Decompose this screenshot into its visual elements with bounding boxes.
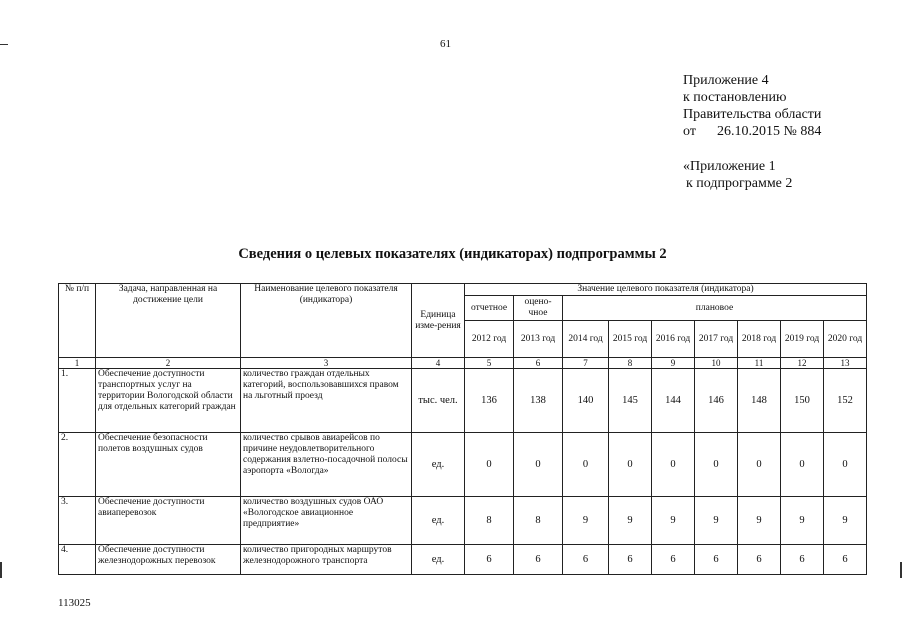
row-num: 2. <box>59 433 96 497</box>
row-value: 6 <box>781 545 824 575</box>
row-num: 4. <box>59 545 96 575</box>
column-number: 7 <box>563 358 609 369</box>
left-bottom-edge-mark <box>0 562 2 578</box>
row-value: 0 <box>781 433 824 497</box>
row-value: 9 <box>738 497 781 545</box>
column-number: 11 <box>738 358 781 369</box>
row-value: 140 <box>563 369 609 433</box>
row-task: Обеспечение доступности железнодорожных перевозок <box>96 545 241 575</box>
row-value: 6 <box>609 545 652 575</box>
row-value: 0 <box>738 433 781 497</box>
row-value: 8 <box>465 497 514 545</box>
column-number: 3 <box>241 358 412 369</box>
table-row <box>59 369 867 433</box>
appendix-line-1: Приложение 4 <box>683 73 769 88</box>
row-value: 0 <box>563 433 609 497</box>
appendix-line-3: Правительства области <box>683 107 822 122</box>
header-year: 2017 год <box>695 321 738 358</box>
header-indicator: Наименование целевого показателя (индикатора) <box>241 284 412 358</box>
row-value: 152 <box>824 369 867 433</box>
column-number: 13 <box>824 358 867 369</box>
row-value: 138 <box>514 369 563 433</box>
row-value: 0 <box>514 433 563 497</box>
page-number: 61 <box>440 38 451 50</box>
column-number: 12 <box>781 358 824 369</box>
appendix-line-2: к постановлению <box>683 90 787 105</box>
row-value: 6 <box>465 545 514 575</box>
row-num: 1. <box>59 369 96 433</box>
table-row <box>59 545 867 575</box>
row-indicator: количество пригородных маршрутов железнодорожного транспорта <box>241 545 412 575</box>
row-value: 9 <box>824 497 867 545</box>
row-indicator: количество срывов авиарейсов по причине неудовлетворительного содержания взлетно-посадочной полосы аэропорта «Вологда» <box>241 433 412 497</box>
row-value: 6 <box>695 545 738 575</box>
row-value: 144 <box>652 369 695 433</box>
column-number: 10 <box>695 358 738 369</box>
appendix-line-5: «Приложение 1 <box>683 159 776 174</box>
row-indicator: количество граждан отдельных категорий, воспользовавшихся правом на льготный проезд <box>241 369 412 433</box>
header-year: 2015 год <box>609 321 652 358</box>
appendix-date-prefix: от <box>683 124 696 139</box>
row-indicator: количество воздушных судов ОАО «Вологодское авиационное предприятие» <box>241 497 412 545</box>
appendix-date-line <box>683 123 821 140</box>
row-task: Обеспечение доступности транспортных услуг на территории Вологодской области для отдельных категорий граждан <box>96 369 241 433</box>
header-year: 2020 год <box>824 321 867 358</box>
column-number: 2 <box>96 358 241 369</box>
column-number: 8 <box>609 358 652 369</box>
header-year: 2018 год <box>738 321 781 358</box>
row-task: Обеспечение доступности авиаперевозок <box>96 497 241 545</box>
appendix-line-6: к подпрограмме 2 <box>686 176 793 191</box>
row-value: 6 <box>824 545 867 575</box>
header-planned: плановое <box>563 296 867 321</box>
header-task: Задача, направленная на достижение цели <box>96 284 241 358</box>
row-value: 6 <box>738 545 781 575</box>
row-unit: ед. <box>412 433 465 497</box>
row-value: 145 <box>609 369 652 433</box>
header-value-group: Значение целевого показателя (индикатора) <box>465 284 867 296</box>
appendix-block <box>683 72 821 140</box>
column-number: 5 <box>465 358 514 369</box>
table-row <box>59 497 867 545</box>
header-unit: Единица изме-рения <box>412 284 465 358</box>
row-value: 146 <box>695 369 738 433</box>
appendix-date: 26.10.2015 № 884 <box>717 124 822 139</box>
row-value: 9 <box>563 497 609 545</box>
header-year: 2016 год <box>652 321 695 358</box>
row-value: 6 <box>563 545 609 575</box>
column-number: 6 <box>514 358 563 369</box>
row-value: 148 <box>738 369 781 433</box>
header-row-1 <box>59 284 867 296</box>
header-year: 2012 год <box>465 321 514 358</box>
row-unit: ед. <box>412 545 465 575</box>
header-year: 2019 год <box>781 321 824 358</box>
header-num: № п/п <box>59 284 96 358</box>
row-value: 150 <box>781 369 824 433</box>
table-row <box>59 433 867 497</box>
row-num: 3. <box>59 497 96 545</box>
row-value: 6 <box>514 545 563 575</box>
header-year: 2014 год <box>563 321 609 358</box>
row-value: 9 <box>652 497 695 545</box>
row-unit: тыс. чел. <box>412 369 465 433</box>
row-value: 6 <box>652 545 695 575</box>
row-value: 9 <box>781 497 824 545</box>
row-value: 0 <box>609 433 652 497</box>
header-year: 2013 год <box>514 321 563 358</box>
right-edge-mark <box>900 562 902 578</box>
header-estimated: оцено-чное <box>514 296 563 321</box>
row-value: 136 <box>465 369 514 433</box>
row-value: 0 <box>465 433 514 497</box>
row-value: 9 <box>609 497 652 545</box>
column-number: 1 <box>59 358 96 369</box>
row-value: 0 <box>652 433 695 497</box>
row-task: Обеспечение безопасности полетов воздушных судов <box>96 433 241 497</box>
footer-code: 113025 <box>58 597 91 609</box>
column-number: 9 <box>652 358 695 369</box>
row-value: 9 <box>695 497 738 545</box>
row-value: 0 <box>824 433 867 497</box>
column-number-row <box>59 358 867 369</box>
row-value: 0 <box>695 433 738 497</box>
indicators-table <box>58 283 867 575</box>
left-edge-mark <box>0 44 8 45</box>
row-unit: ед. <box>412 497 465 545</box>
document-title: Сведения о целевых показателях (индикаторах) подпрограммы 2 <box>238 246 667 262</box>
column-number: 4 <box>412 358 465 369</box>
header-reported: отчетное <box>465 296 514 321</box>
appendix-subprogram-block <box>683 158 792 192</box>
row-value: 8 <box>514 497 563 545</box>
